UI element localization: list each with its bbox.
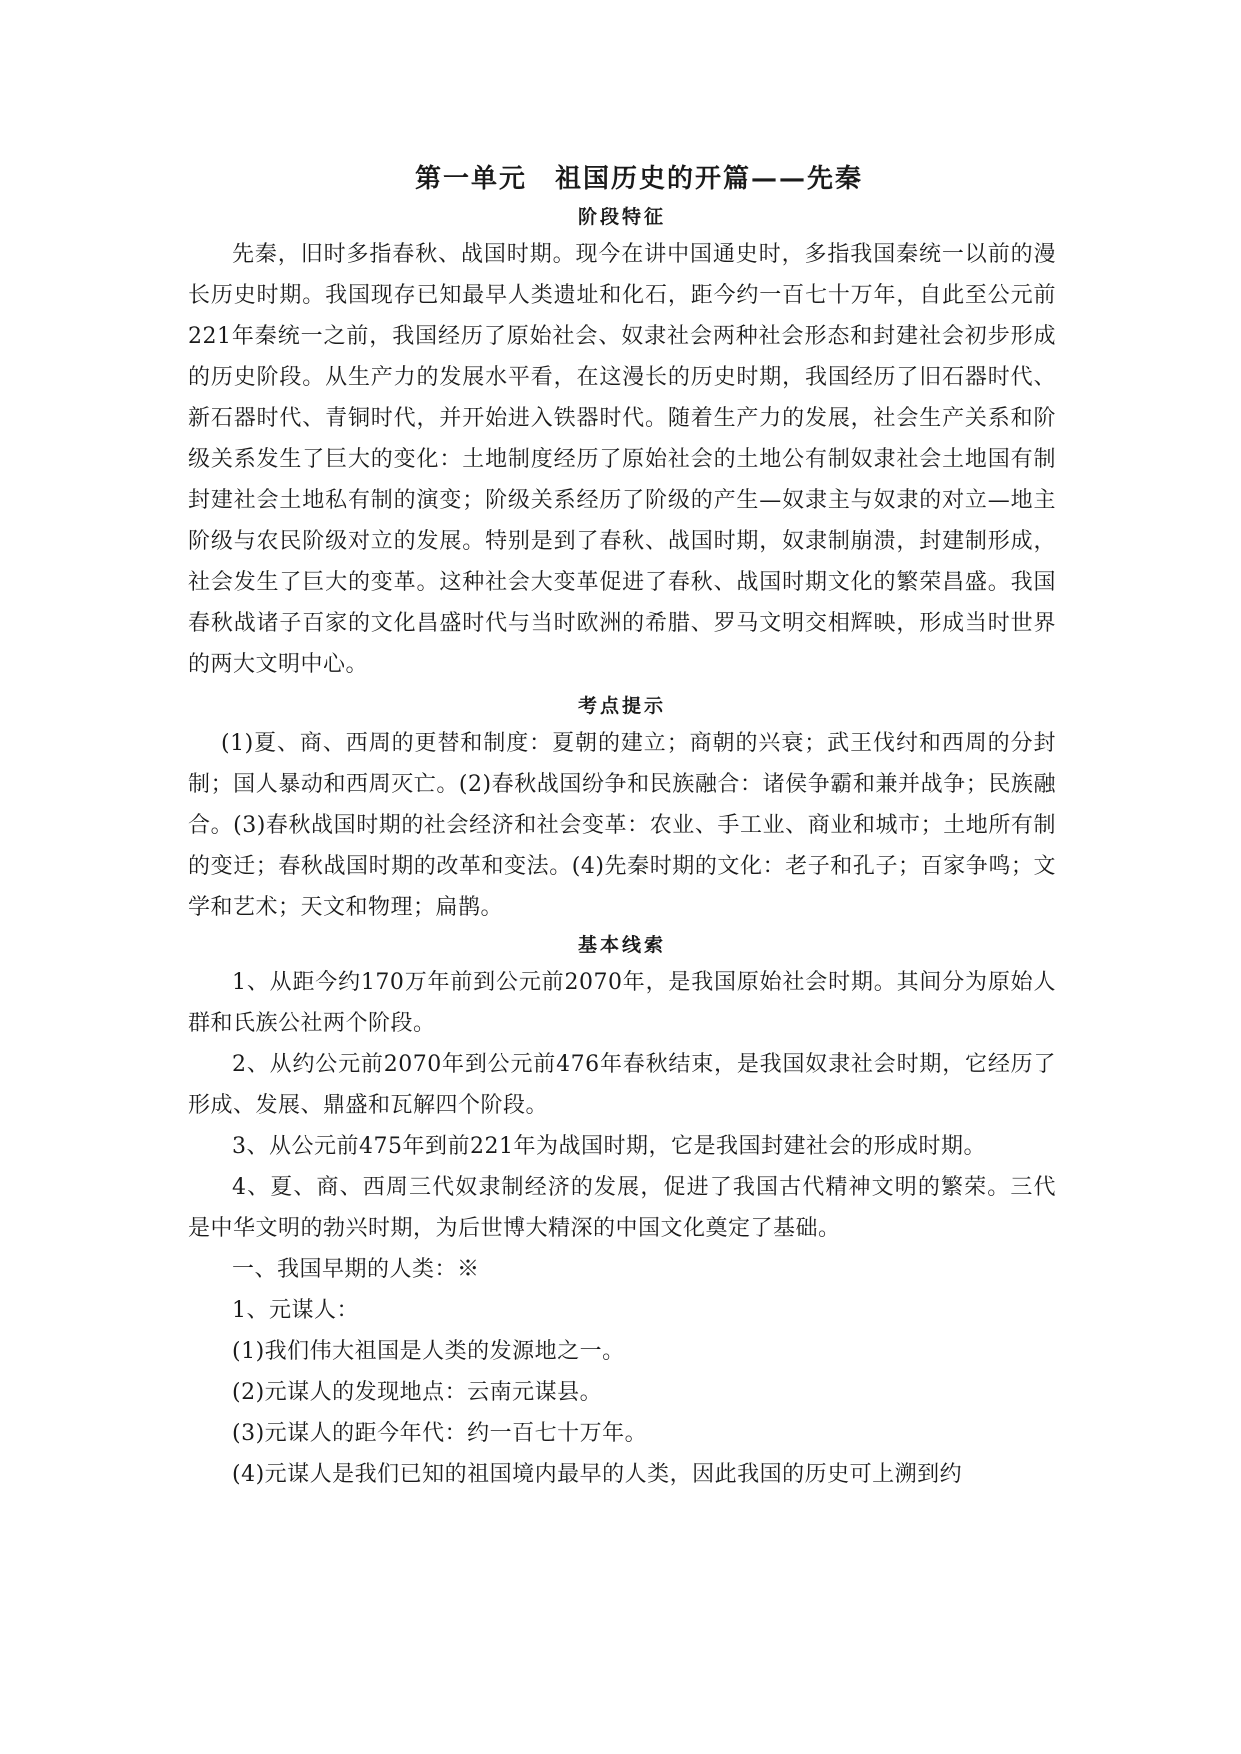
- page-title: 第一单元 祖国历史的开篇——先秦: [414, 164, 863, 194]
- yuanmou-point: (2)元谋人的发现地点：云南元谋县。: [232, 1380, 603, 1405]
- yuanmou-point: (3)元谋人的距今年代：约一百七十万年。: [232, 1421, 648, 1446]
- early-humans-subheading: 一、我国早期的人类：※: [232, 1257, 480, 1282]
- yuanmou-point: (1)我们伟大祖国是人类的发源地之一。: [232, 1339, 625, 1364]
- yuanmou-title: 1、元谋人：: [232, 1298, 359, 1323]
- basic-clue-item: 3、从公元前475年到前221年为战国时期，它是我国封建社会的形成时期。: [232, 1134, 986, 1159]
- section-heading-basic-clues: 基本线索: [577, 934, 666, 956]
- section-heading-stage-features: 阶段特征: [577, 206, 666, 228]
- document-body: [188, 158, 1056, 1495]
- section-heading-exam-points: 考点提示: [577, 695, 666, 717]
- basic-clue-item: 1、从距今约170万年前到公元前2070年，是我国原始社会时期。其间分为原始人群和氏族公社两个阶段。: [188, 970, 1056, 1036]
- yuanmou-point: (4)元谋人是我们已知的祖国境内最早的人类，因此我国的历史可上溯到约: [232, 1462, 963, 1487]
- basic-clue-item: 2、从约公元前2070年到公元前476年春秋结束，是我国奴隶社会时期，它经历了形成、发展、鼎盛和瓦解四个阶段。: [188, 1052, 1056, 1118]
- exam-points-paragraph: (1)夏、商、西周的更替和制度：夏朝的建立；商朝的兴衰；武王伐纣和西周的分封制；国人暴动和西周灭亡。(2)春秋战国纷争和民族融合：诸侯争霸和兼并战争；民族融合。(3)春秋战国时期的社会经济和社会变革：农业、手工业、商业和城市；土地所有制的变迁；春秋战国时期的改革和变法。(4)先秦时期的文化：老子和孔子；百家争鸣；文学和艺术；天文和物理；扁鹊。: [188, 731, 1056, 920]
- basic-clue-item: 4、夏、商、西周三代奴隶制经济的发展，促进了我国古代精神文明的繁荣。三代是中华文明的勃兴时期，为后世博大精深的中国文化奠定了基础。: [188, 1175, 1056, 1241]
- stage-features-paragraph: 先秦，旧时多指春秋、战国时期。现今在讲中国通史时，多指我国秦统一以前的漫长历史时期。我国现存已知最早人类遗址和化石，距今约一百七十万年，自此至公元前221年秦统一之前，我国经历了原始社会、奴隶社会两种社会形态和封建社会初步形成的历史阶段。从生产力的发展水平看，在这漫长的历史时期，我国经历了旧石器时代、新石器时代、青铜时代，并开始进入铁器时代。随着生产力的发展，社会生产关系和阶级关系发生了巨大的变化：土地制度经历了原始社会的土地公有制奴隶社会土地国有制封建社会土地私有制的演变；阶级关系经历了阶级的产生—奴隶主与奴隶的对立—地主阶级与农民阶级对立的发展。特别是到了春秋、战国时期，奴隶制崩溃，封建制形成，社会发生了巨大的变革。这种社会大变革促进了春秋、战国时期文化的繁荣昌盛。我国春秋战诸子百家的文化昌盛时代与当时欧洲的希腊、罗马文明交相辉映，形成当时世界的两大文明中心。: [188, 242, 1056, 677]
